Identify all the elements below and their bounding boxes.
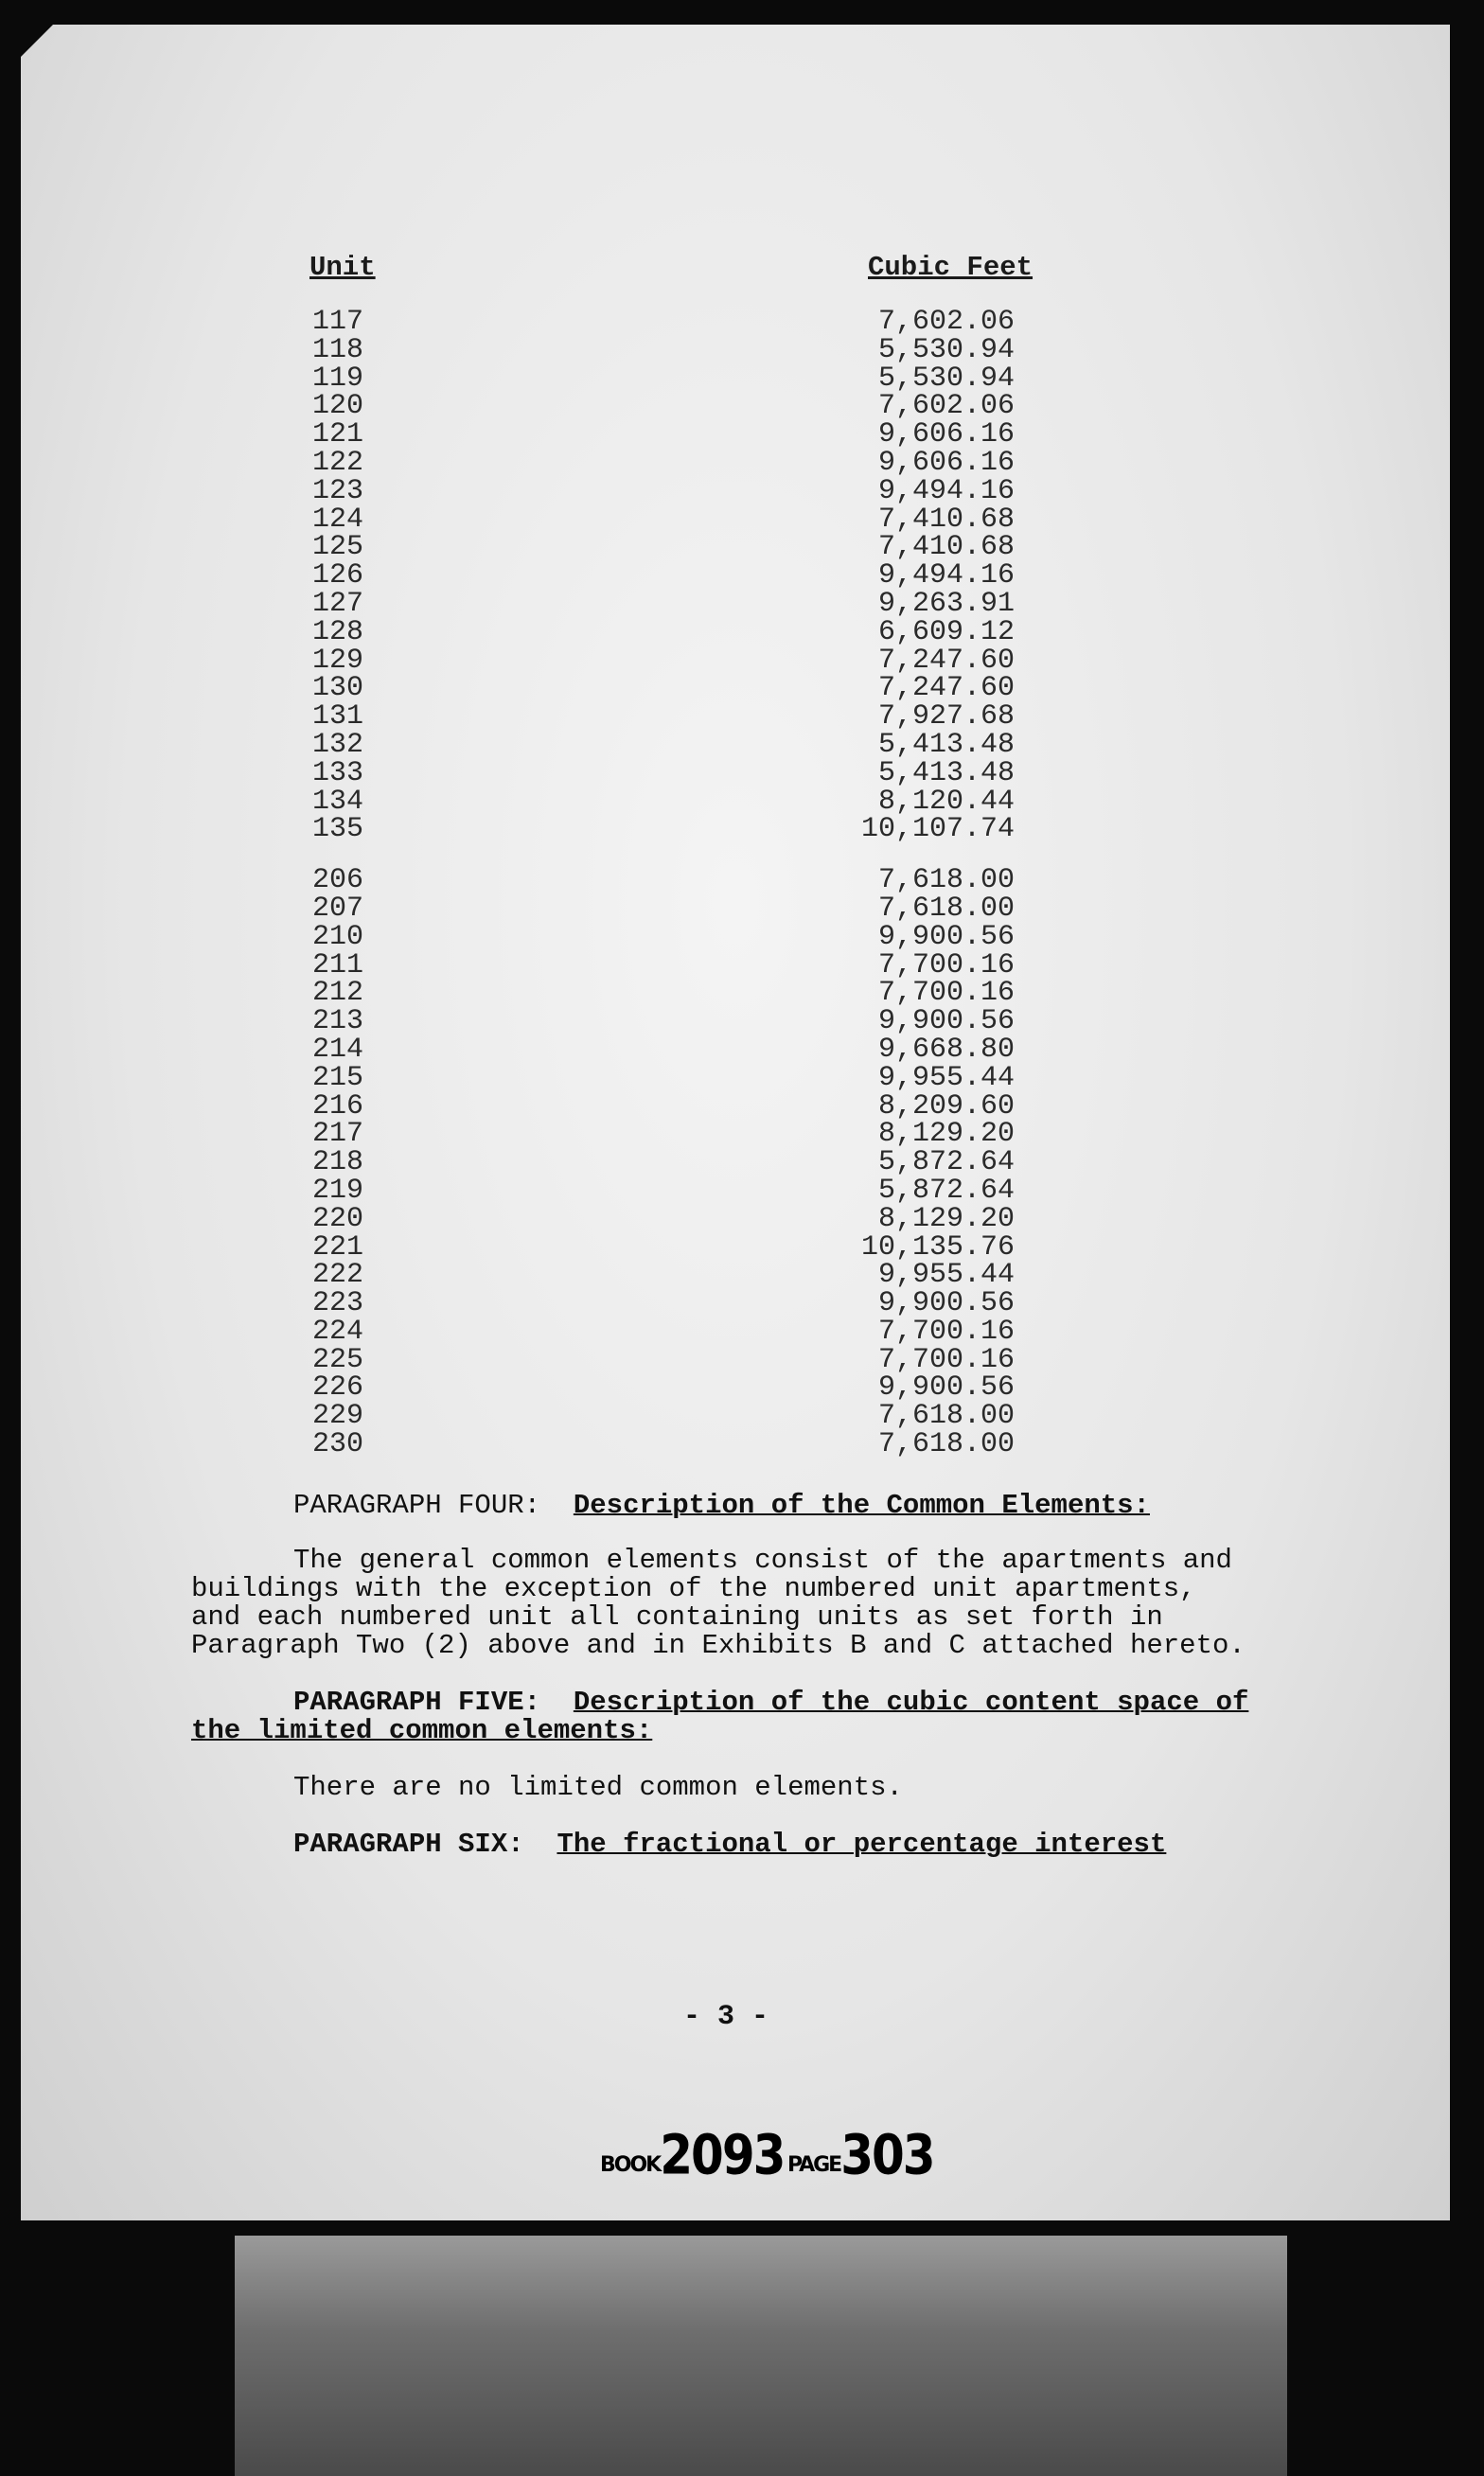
cubic-feet-cell: 5,413.48 xyxy=(877,728,1015,761)
unit-cell: 215 xyxy=(312,1061,364,1094)
unit-cell: 210 xyxy=(312,920,364,953)
unit-column xyxy=(312,306,426,1461)
unit-cell: 119 xyxy=(312,362,364,395)
unit-cell: 127 xyxy=(312,587,364,620)
cubic-feet-cell: 10,107.74 xyxy=(860,813,1015,846)
cubic-feet-cell: 9,606.16 xyxy=(877,446,1015,479)
cubic-feet-cell: 7,410.68 xyxy=(877,531,1015,564)
cubic-feet-column xyxy=(835,306,1015,1461)
unit-cell: 128 xyxy=(312,615,364,648)
cubic-feet-cell: 5,872.64 xyxy=(877,1146,1015,1179)
cubic-feet-cell: 9,263.91 xyxy=(877,587,1015,620)
unit-cell: 207 xyxy=(312,892,364,925)
paragraph-four-line-3: and each numbered unit all containing units as set forth in xyxy=(191,1601,1163,1633)
paragraph-five-title-1: Description of the cubic content space of xyxy=(573,1687,1249,1718)
cubic-feet-cell: 9,955.44 xyxy=(877,1259,1015,1292)
document-page xyxy=(21,25,1450,2220)
cubic-feet-cell: 7,618.00 xyxy=(877,1400,1015,1433)
cubic-feet-cell: 8,129.20 xyxy=(877,1202,1015,1235)
paragraph-five-title-2-wrap xyxy=(191,1717,652,1745)
cubic-feet-cell: 9,955.44 xyxy=(877,1061,1015,1094)
paragraph-five-title-2: the limited common elements: xyxy=(191,1715,653,1746)
cubic-feet-cell: 9,606.16 xyxy=(877,418,1015,451)
paragraph-four-label: PARAGRAPH FOUR: xyxy=(293,1490,541,1521)
paragraph-four-title: Description of the Common Elements: xyxy=(573,1490,1150,1521)
cubic-feet-cell: 9,494.16 xyxy=(877,474,1015,507)
cubic-feet-cell: 5,530.94 xyxy=(877,362,1015,395)
unit-cell: 134 xyxy=(312,785,364,818)
cubic-feet-cell: 7,602.06 xyxy=(877,390,1015,423)
cubic-feet-cell: 7,618.00 xyxy=(877,1428,1015,1461)
unit-cell: 222 xyxy=(312,1259,364,1292)
cubic-feet-cell: 9,900.56 xyxy=(877,920,1015,953)
cubic-feet-cell: 9,900.56 xyxy=(877,1005,1015,1038)
cubic-feet-cell: 9,900.56 xyxy=(877,1371,1015,1405)
scanner-background-strip xyxy=(235,2236,1287,2476)
paragraph-six-title: The fractional or percentage interest xyxy=(556,1829,1167,1860)
unit-cell: 225 xyxy=(312,1343,364,1376)
cubic-feet-cell: 9,668.80 xyxy=(877,1033,1015,1066)
unit-cell: 229 xyxy=(312,1400,364,1433)
cubic-feet-cell: 7,700.16 xyxy=(877,1315,1015,1348)
paragraph-four-line-2: buildings with the exception of the numbered unit apartments, xyxy=(191,1573,1196,1604)
unit-cell: 213 xyxy=(312,1005,364,1038)
cubic-feet-cell: 7,602.06 xyxy=(877,306,1015,338)
unit-cell: 224 xyxy=(312,1315,364,1348)
unit-cell: 125 xyxy=(312,531,364,564)
page-number: - 3 - xyxy=(683,2001,769,2033)
cubic-feet-cell: 8,129.20 xyxy=(877,1118,1015,1151)
unit-cell: 211 xyxy=(312,948,364,982)
paragraph-four-line-1: The general common elements consist of the apartments and xyxy=(293,1545,1232,1576)
page-label: PAGE xyxy=(786,2153,841,2177)
unit-cell: 219 xyxy=(312,1174,364,1207)
book-number: 2093 xyxy=(660,2123,785,2187)
unit-cell: 135 xyxy=(312,813,364,846)
cubic-feet-cell: 8,209.60 xyxy=(877,1089,1015,1123)
unit-cell: 221 xyxy=(312,1230,364,1264)
cubic-feet-cell: 5,530.94 xyxy=(877,333,1015,366)
unit-cell: 130 xyxy=(312,672,364,705)
cubic-feet-cell: 7,700.16 xyxy=(877,948,1015,982)
unit-cell: 218 xyxy=(312,1146,364,1179)
cubic-feet-cell: 7,700.16 xyxy=(877,977,1015,1010)
unit-cell: 121 xyxy=(312,418,364,451)
unit-cell: 223 xyxy=(312,1287,364,1320)
cubic-feet-cell: 7,700.16 xyxy=(877,1343,1015,1376)
cubic-feet-cell: 5,413.48 xyxy=(877,756,1015,789)
unit-cell: 124 xyxy=(312,503,364,536)
cubic-feet-cell: 7,247.60 xyxy=(877,644,1015,677)
unit-cell: 129 xyxy=(312,644,364,677)
unit-cell: 214 xyxy=(312,1033,364,1066)
cubic-feet-cell: 6,609.12 xyxy=(877,615,1015,648)
unit-cell: 230 xyxy=(312,1428,364,1461)
paragraph-five-heading xyxy=(293,1689,1248,1717)
paragraph-six-heading xyxy=(293,1830,1166,1859)
cubic-feet-cell: 8,120.44 xyxy=(877,785,1015,818)
cubic-feet-cell: 7,618.00 xyxy=(877,892,1015,925)
unit-cell: 122 xyxy=(312,446,364,479)
cubic-feet-cell: 9,494.16 xyxy=(877,559,1015,592)
cubic-feet-cell: 10,135.76 xyxy=(860,1230,1015,1264)
unit-cell: 226 xyxy=(312,1371,364,1405)
cubic-feet-cell: 7,410.68 xyxy=(877,503,1015,536)
paragraph-four-line-4: Paragraph Two (2) above and in Exhibits B and C attached hereto. xyxy=(191,1630,1246,1661)
page-value: 303 xyxy=(840,2123,934,2187)
paragraph-four-heading xyxy=(293,1492,1150,1520)
unit-cell: 212 xyxy=(312,977,364,1010)
unit-cell: 220 xyxy=(312,1202,364,1235)
unit-cell: 206 xyxy=(312,864,364,897)
unit-cell: 120 xyxy=(312,390,364,423)
cubic-feet-cell: 9,900.56 xyxy=(877,1287,1015,1320)
unit-cell: 118 xyxy=(312,333,364,366)
cubic-feet-cell: 7,927.68 xyxy=(877,700,1015,734)
unit-cell: 132 xyxy=(312,728,364,761)
book-label: BOOK xyxy=(600,2153,661,2177)
unit-cell: 117 xyxy=(312,306,364,338)
unit-cell: 217 xyxy=(312,1118,364,1151)
paragraph-five-label: PARAGRAPH FIVE: xyxy=(293,1687,541,1718)
paragraph-six-label: PARAGRAPH SIX: xyxy=(293,1829,524,1860)
folded-corner xyxy=(21,25,53,57)
paragraph-five-body: There are no limited common elements. xyxy=(293,1772,903,1803)
unit-cell: 216 xyxy=(312,1089,364,1123)
unit-cell: 123 xyxy=(312,474,364,507)
unit-cell: 131 xyxy=(312,700,364,734)
unit-cell: 133 xyxy=(312,756,364,789)
cubic-feet-column-header: Cubic Feet xyxy=(868,252,1034,283)
unit-cell: 126 xyxy=(312,559,364,592)
cubic-feet-cell: 5,872.64 xyxy=(877,1174,1015,1207)
book-page-stamp xyxy=(600,2123,934,2187)
cubic-feet-cell: 7,618.00 xyxy=(877,864,1015,897)
unit-column-header: Unit xyxy=(309,252,376,283)
cubic-feet-cell: 7,247.60 xyxy=(877,672,1015,705)
